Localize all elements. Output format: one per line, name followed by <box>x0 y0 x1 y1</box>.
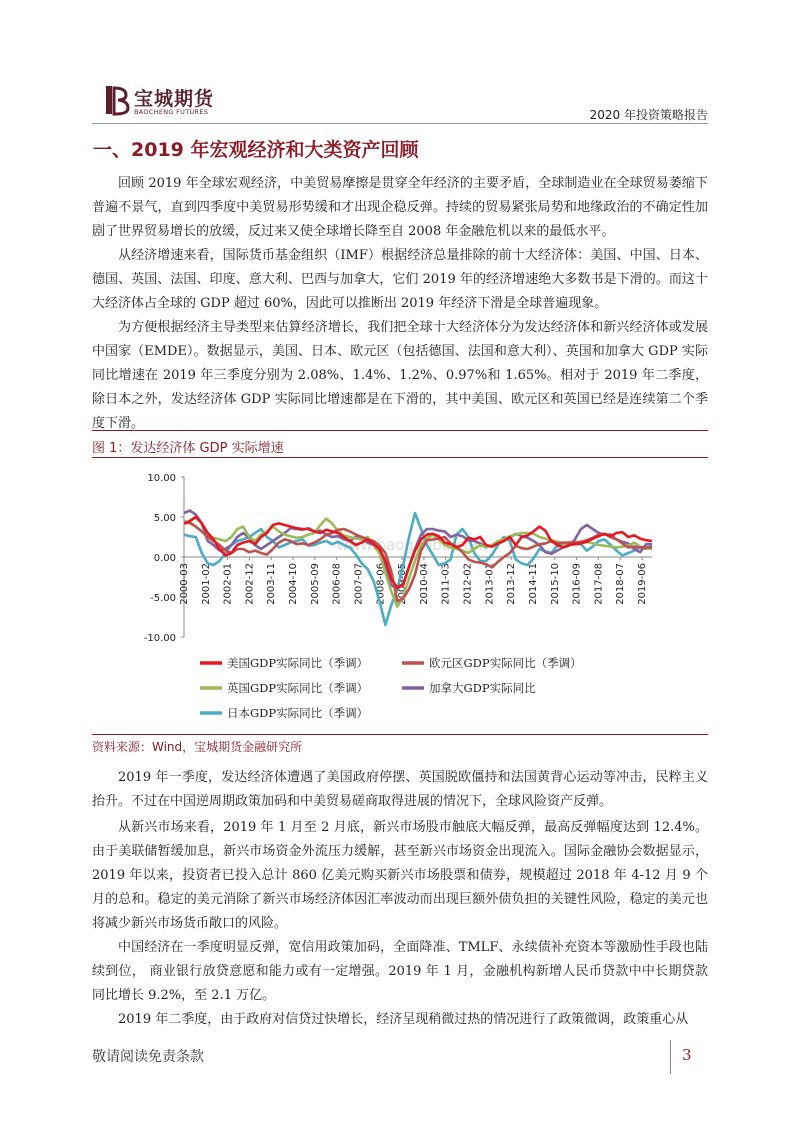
x-tick-label: 2011-03 <box>440 563 452 605</box>
legend-label: 欧元区GDP实际同比（季调） <box>429 656 582 670</box>
x-tick-label: 2001-02 <box>200 563 212 605</box>
x-tick-label: 2014-11 <box>527 563 539 605</box>
x-tick-label: 2013-12 <box>506 563 518 605</box>
x-tick-label: 2017-08 <box>593 563 605 605</box>
x-tick-label: 2015-10 <box>549 563 561 605</box>
x-tick-label: 2019-06 <box>637 563 648 605</box>
legend-label: 美国GDP实际同比（季调） <box>227 656 369 670</box>
paragraph-intro: 回顾 2019 年全球宏观经济，中美贸易摩擦是贯穿全年经济的主要矛盾，全球制造业在全球贸易萎缩下普遍不景气，直到四季度中美贸易形势缓和才出现企稳反弹。持续的贸易紧张局势和地缘政治的不确定性加剧了世界贸易增长的放缓，反过来又使全球增长降至自 2008 年金融危机以来的最低水平。 <box>92 176 708 239</box>
logo-en-text: BAOCHENG FUTURES <box>134 108 209 116</box>
paragraph-q2: 2019 年二季度，由于政府对信贷过快增长，经济呈现稍微过热的情况进行了政策微调，政策重心从 <box>118 1012 689 1027</box>
x-tick-label: 2016-09 <box>571 563 583 605</box>
paragraph-china: 中国经济在一季度明显反弹，宽信用政策加码，全面降准、TMLF、永续债补充资本等激励性手段也陆续到位， 商业银行放贷意愿和能力或有一定增强。2019 年 1 月，金融机构新增人民币贷款中中长期贷款同比增长 9.2%，至 2.1 万亿。 <box>92 940 708 1003</box>
paragraph-q1: 2019 年一季度，发达经济体遭遇了美国政府停摆、英国脱欧僵持和法国黄背心运动等冲击，民粹主义抬升。不过在中国逆周期政策加码和中美贸易磋商取得进展的情况下，全球风险资产反弹。 <box>92 770 708 809</box>
x-tick-label: 2006-08 <box>331 563 343 605</box>
figure-title-rule <box>92 457 708 458</box>
footer-divider <box>670 1040 671 1074</box>
x-tick-label: 2003-11 <box>266 563 278 605</box>
logo-cn-text: 宝城期货 <box>134 88 215 110</box>
page-number: 3 <box>682 1046 692 1064</box>
x-tick-label: 2002-12 <box>244 563 256 605</box>
x-tick-label: 2007-07 <box>353 563 365 605</box>
chart-watermark: www.baogaoba.com <box>336 536 488 554</box>
y-tick-label: 10.00 <box>147 473 176 484</box>
figure-top-rule <box>92 430 708 431</box>
legend-label: 日本GDP实际同比（季调） <box>227 706 369 720</box>
paragraph-developed: 为方便根据经济主导类型来估算经济增长，我们把全球十大经济体分为发达经济体和新兴经济体或发展中国家（EMDE）。数据显示，美国、日本、欧元区（包括德国、法国和意大利）、英国和加拿大 GDP 实际同比增速在 2019 年三季度分别为 2.08%、1.4%、1.2%、0.97%和 1.65%。相对于 2019 年二季度，除日本之外，发达经济体 GDP 实际同比增速都是在下滑的，其中美国、欧元区和英国已经是连续第二个季度下滑。 <box>92 320 708 431</box>
y-tick-label: 0.00 <box>153 553 176 564</box>
x-tick-label: 2008-06 <box>375 563 387 605</box>
paragraph-emerging: 从新兴市场来看，2019 年 1 月至 2 月底，新兴市场股市触底大幅反弹，最高反弹幅度达到 12.4%。由于美联储暂缓加息，新兴市场资金外流压力缓解，甚至新兴市场资金出现流入。国际金融协会数据显示，2019 年以来，投资者已投入总计 860 亿美元购买新兴市场股票和债券，规模超过 2018 年 4-12 月 9 个月的总和。稳定的美元消除了新兴市场经济体因汇率波动而出现巨额外债负担的关键性风险，稳定的美元也将减少新兴市场货币敞口的风险。 <box>92 820 708 931</box>
x-tick-label: 2000-03 <box>179 563 190 605</box>
x-tick-label: 2002-01 <box>222 563 234 605</box>
y-tick-label: -10.00 <box>143 633 176 644</box>
y-tick-label: -5.00 <box>150 593 176 604</box>
footer-disclaimer: 敬请阅读免责条款 <box>92 1049 204 1065</box>
logo-mark-icon <box>104 84 130 116</box>
header-divider <box>92 123 708 124</box>
section-title: 一、2019 年宏观经济和大类资产回顾 <box>93 139 419 161</box>
report-title: 2020 年投资策略报告 <box>589 108 708 122</box>
x-tick-label: 2009-05 <box>397 563 409 605</box>
x-tick-label: 2018-07 <box>615 563 627 605</box>
company-logo <box>104 82 214 120</box>
paragraph-growth: 从经济增速来看，国际货币基金组织（IMF）根据经济总量排除的前十大经济体：美国、中国、日本、德国、英国、法国、印度、意大利、巴西与加拿大，它们 2019 年的经济增速绝大多数书是下滑的。而这十大经济体占全球的 GDP 超过 60%，因此可以推断出 2019 年经济下滑是全球普遍现象。 <box>92 248 708 311</box>
legend-label: 加拿大GDP实际同比 <box>429 681 536 695</box>
x-tick-label: 2012-02 <box>462 563 474 605</box>
figure-source: 资料来源：Wind，宝城期货金融研究所 <box>92 740 303 754</box>
y-tick-label: 5.00 <box>153 513 176 524</box>
figure-bottom-rule <box>92 734 708 735</box>
x-tick-label: 2005-09 <box>309 563 321 605</box>
figure-title: 图 1：发达经济体 GDP 实际增速 <box>92 441 284 456</box>
x-tick-label: 2013-01 <box>484 563 496 605</box>
x-tick-label: 2010-04 <box>418 563 430 605</box>
legend-label: 英国GDP实际同比（季调） <box>227 681 369 695</box>
x-tick-label: 2004-10 <box>288 563 300 605</box>
gdp-line-chart <box>92 460 708 732</box>
